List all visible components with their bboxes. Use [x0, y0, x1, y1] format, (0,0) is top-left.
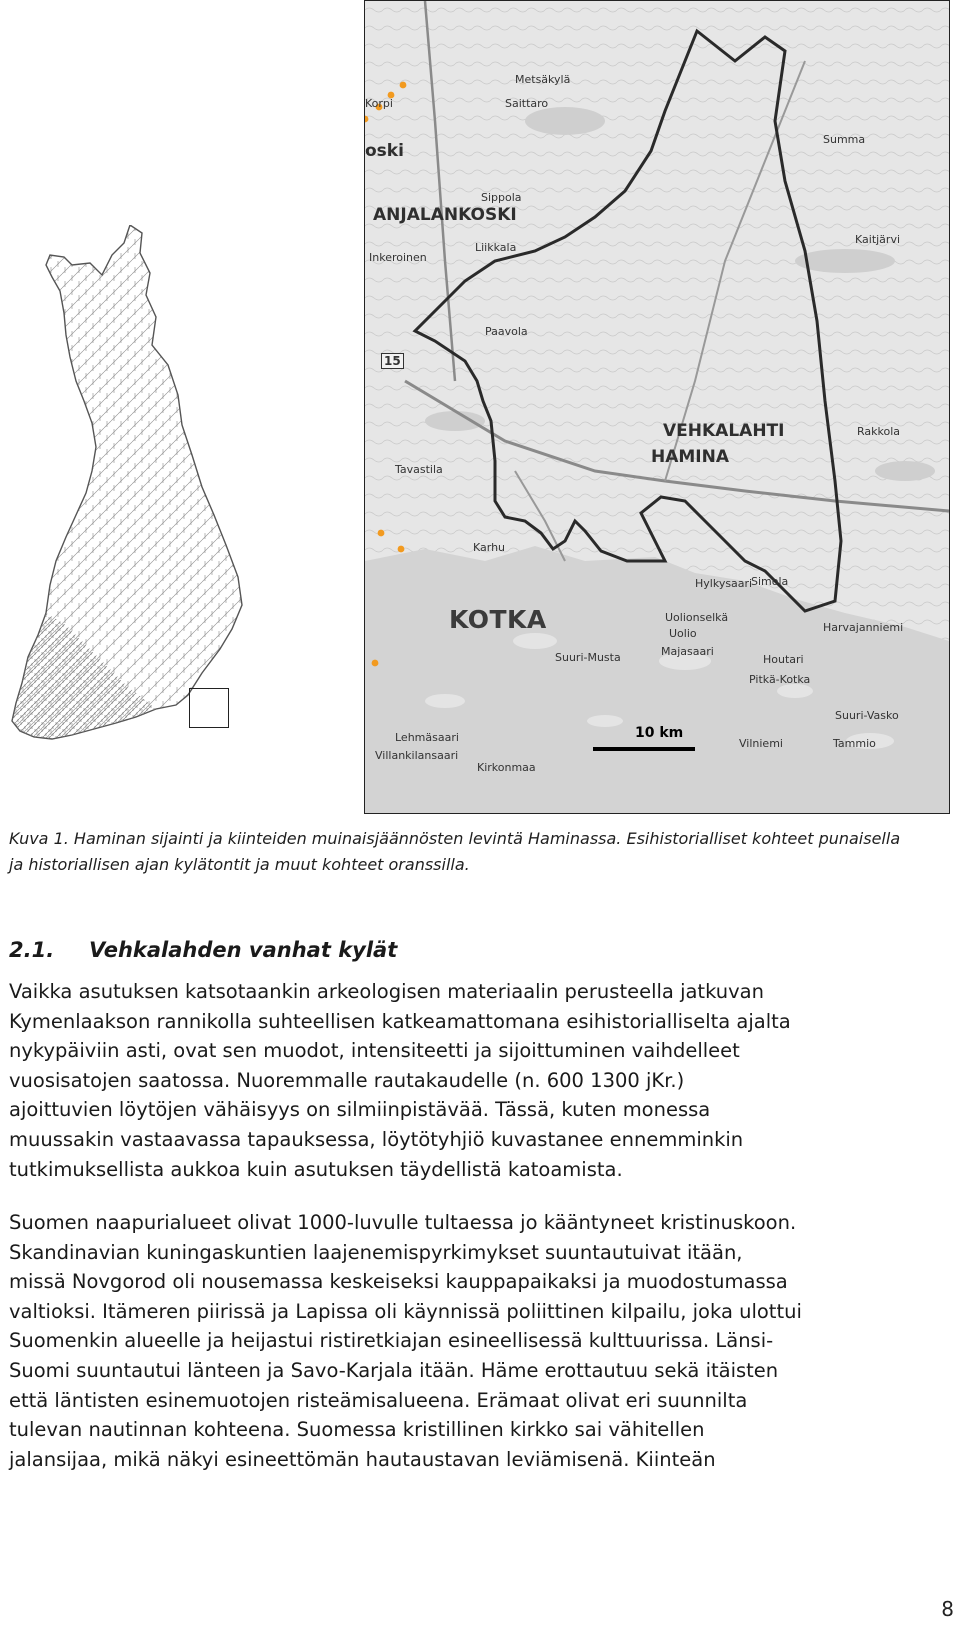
place-label-oski: oski	[365, 141, 404, 161]
place-label-simola: Simola	[751, 575, 789, 588]
section-number: 2.1.	[9, 938, 55, 962]
paragraph-line: tutkimuksellista aukkoa kuin asutuksen täydellistä katoamista.	[9, 1157, 623, 1181]
place-label-kotka: KOTKA	[449, 605, 547, 634]
historic-site-marker	[372, 660, 379, 667]
paragraph-line: missä Novgorod oli nousemassa keskeiseksi kauppapaikaksi ja muodostumassa	[9, 1270, 788, 1294]
place-label-inkeroinen: Inkeroinen	[369, 251, 427, 264]
place-label-pitka-kotka: Pitkä-Kotka	[749, 673, 811, 686]
place-label-rakkola: Rakkola	[857, 425, 901, 438]
place-label-tammio: Tammio	[833, 737, 876, 750]
paragraph-line: ajoittuvien löytöjen vähäisyys on silmiinpistävää. Tässä, kuten monessa	[9, 1098, 711, 1122]
place-label-anjalankoski: ANJALANKOSKI	[373, 205, 517, 225]
place-label-korpi: Korpi	[365, 97, 393, 110]
paragraph-line: Skandinavian kuningaskuntien laajenemispyrkimykset suuntautuivat itään,	[9, 1240, 743, 1264]
place-label-majasaari: Majasaari	[661, 645, 714, 658]
place-label-suuri-musta: Suuri-Musta	[555, 651, 621, 664]
paragraph-line: Kymenlaakson rannikolla suhteellisen katkeamattomana esihistorialliselta ajalta	[9, 1009, 791, 1033]
place-label-tavastila: Tavastila	[395, 463, 443, 476]
paragraph-line: valtioksi. Itämeren piirissä ja Lapissa oli käynnissä poliittinen kilpailu, joka ulottui	[9, 1299, 802, 1323]
place-label-vehkalahti: VEHKALAHTI	[663, 421, 785, 441]
historic-site-marker	[378, 530, 385, 537]
place-label-vilniemi: Vilniemi	[739, 737, 783, 750]
place-label-lehmasaari: Lehmäsaari	[395, 731, 459, 744]
place-label-metsakyla: Metsäkylä	[515, 73, 571, 86]
historic-site-marker	[400, 82, 407, 89]
scale-bar-label: 10 km	[635, 725, 684, 741]
location-marker-box	[189, 688, 229, 728]
paragraph-line: Suomi suuntautui länteen ja Savo-Karjala itään. Häme erottautuu sekä itäisten	[9, 1358, 779, 1382]
paragraph-line: jalansijaa, mikä näkyi esineettömän hautaustavan leviämisenä. Kiinteän	[9, 1447, 716, 1471]
finland-overview-map	[6, 225, 252, 770]
paragraph-line: Suomen naapurialueet olivat 1000-luvulle tultaessa jo kääntyneet kristinuskoon.	[9, 1211, 797, 1234]
place-label-saittaro: Saittaro	[505, 97, 549, 110]
paragraph-line: muussakin vastaavassa tapauksessa, löytötyhjiö kuvastanee ennemminkin	[9, 1127, 744, 1151]
place-label-villankilansaari: Villankilansaari	[375, 749, 459, 762]
place-label-kirkonmaa: Kirkonmaa	[477, 761, 536, 774]
paragraph-line: Suomenkin alueelle ja heijastui ristiretkiajan esineellisessä kulttuurissa. Länsi-	[9, 1329, 774, 1353]
place-label-hamina: HAMINA	[651, 447, 730, 467]
hamina-site-map	[364, 0, 950, 814]
caption-line: ja historiallisen ajan kylätontit ja muut kohteet oranssilla.	[9, 855, 470, 874]
place-label-uolio: Uolio	[669, 627, 697, 640]
page-number: 8	[941, 1597, 954, 1621]
map-graphics	[365, 1, 949, 813]
section-title: Vehkalahden vanhat kylät	[89, 938, 398, 962]
place-label-houtari: Houtari	[763, 653, 804, 666]
historic-site-marker	[398, 546, 405, 553]
body-paragraph-2	[9, 1208, 954, 1474]
place-label-hylkysaari: Hylkysaari	[695, 577, 753, 590]
paragraph-line: Vaikka asutuksen katsotaankin arkeologisen materiaalin perusteella jatkuvan	[9, 980, 764, 1003]
place-label-liikkala: Liikkala	[475, 241, 517, 254]
place-label-summa: Summa	[823, 133, 866, 146]
road-number-sign: 15	[381, 353, 404, 369]
place-label-uolionselka: Uolionselkä	[665, 611, 729, 624]
figure-caption	[9, 826, 949, 878]
place-label-harvajanniemi: Harvajanniemi	[823, 621, 904, 634]
place-label-paavola: Paavola	[485, 325, 528, 338]
paragraph-line: nykypäiviin asti, ovat sen muodot, intensiteetti ja sijoittuminen vaihdelleet	[9, 1039, 740, 1063]
place-label-kaitjarvi: Kaitjärvi	[855, 233, 901, 246]
place-label-suuri-vasko: Suuri-Vasko	[835, 709, 899, 722]
body-paragraph-1	[9, 977, 954, 1184]
section-heading	[9, 938, 397, 962]
paragraph-line: vuosisatojen saatossa. Nuoremmalle rautakaudelle (n. 600 1300 jKr.)	[9, 1068, 685, 1092]
paragraph-line: tulevan nautinnan kohteena. Suomessa kristillinen kirkko sai vähitellen	[9, 1418, 705, 1442]
paragraph-line: että läntisten esinemuotojen risteämisalueena. Erämaat olivat eri suunnilta	[9, 1388, 748, 1412]
place-label-sippola: Sippola	[481, 191, 522, 204]
place-label-karhula: Karhu	[473, 541, 506, 554]
caption-line: Kuva 1. Haminan sijainti ja kiinteiden muinaisjäännösten levintä Haminassa. Esihistorialliset kohteet punaisella	[9, 829, 901, 848]
